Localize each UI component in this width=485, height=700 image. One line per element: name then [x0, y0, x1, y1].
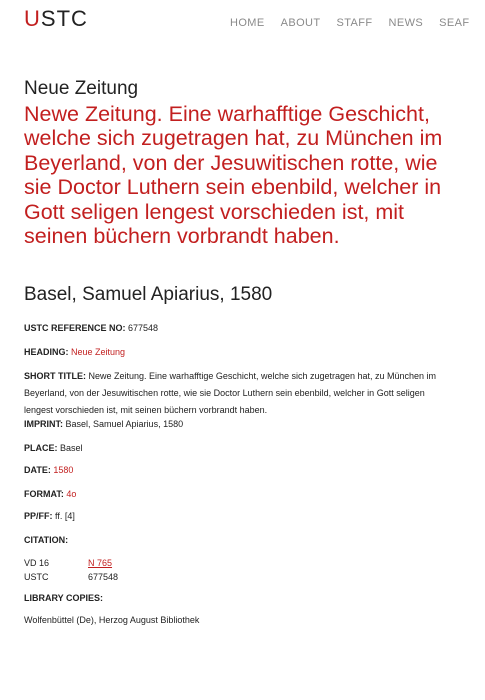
- field-value: Newe Zeitung. Eine warhafftige Geschicht, welche sich zugetragen hat, zu München im Beyerland, von der Jesuwitischen rotte, wie sie Doctor Luthern sein ebenbild, welcher in Gott seligen lengest vorschieden ist, mit seinen büchern vorbrandt haben.: [24, 371, 437, 415]
- nav-search[interactable]: SEAF: [439, 17, 470, 29]
- field-short-title: [24, 368, 444, 419]
- nav-news[interactable]: NEWS: [388, 17, 424, 29]
- field-heading: [24, 344, 444, 361]
- field-value: ff. [4]: [55, 511, 75, 521]
- field-label: IMPRINT:: [24, 419, 63, 429]
- field-label: FORMAT:: [24, 489, 64, 499]
- field-label: USTC REFERENCE NO:: [24, 323, 126, 333]
- citation-ref: 677548: [88, 572, 119, 582]
- heading-link[interactable]: Neue Zeitung: [71, 347, 126, 357]
- record-imprint: Basel, Samuel Apiarius, 1580: [24, 284, 273, 305]
- field-format: [24, 486, 444, 503]
- record-type: Neue Zeitung: [24, 78, 139, 99]
- format-link[interactable]: 4o: [66, 489, 77, 499]
- field-library: [24, 590, 444, 607]
- citation-source: VD 16: [24, 558, 50, 568]
- citation-source: USTC: [24, 572, 49, 582]
- logo-letter-u: U: [24, 6, 41, 31]
- nav-staff[interactable]: STAFF: [336, 17, 373, 29]
- field-label: PLACE:: [24, 443, 58, 453]
- field-imprint: [24, 416, 444, 433]
- citation-row: [24, 558, 112, 568]
- field-citation: [24, 532, 444, 549]
- field-value: Basel: [60, 443, 83, 453]
- field-pp: [24, 508, 444, 525]
- field-label: CITATION:: [24, 535, 69, 545]
- citation-link[interactable]: N 765: [88, 558, 113, 568]
- nav-home[interactable]: HOME: [230, 17, 265, 29]
- ustc-logo[interactable]: [24, 6, 88, 32]
- field-label: DATE:: [24, 465, 51, 475]
- logo-letters-stc: STC: [40, 6, 88, 31]
- library-copy-value: Wolfenbüttel (De), Herzog August Bibliothek: [24, 615, 200, 625]
- field-label: SHORT TITLE:: [24, 371, 86, 381]
- field-label: PP/FF:: [24, 511, 53, 521]
- field-value: Basel, Samuel Apiarius, 1580: [65, 419, 184, 429]
- field-label: HEADING:: [24, 347, 69, 357]
- library-copy: [24, 612, 444, 629]
- citation-row: [24, 572, 118, 582]
- top-bar: [0, 0, 470, 40]
- nav-about[interactable]: ABOUT: [280, 17, 321, 29]
- field-value: 677548: [128, 323, 159, 333]
- record-title: Newe Zeitung. Eine warhafftige Geschicht, welche sich zugetragen hat, zu München im Beyerland, von der Jesuwitischen rotte, wie sie Doctor Luthern sein ebenbild, welcher in Gott seligen lengest vorschieden ist, mit seinen büchern vorbrandt haben.: [24, 102, 443, 249]
- date-link[interactable]: 1580: [53, 465, 74, 475]
- field-place: [24, 440, 444, 457]
- main-nav: [230, 13, 485, 31]
- field-date: [24, 462, 444, 479]
- field-reference: [24, 320, 444, 337]
- field-label: LIBRARY COPIES:: [24, 593, 104, 603]
